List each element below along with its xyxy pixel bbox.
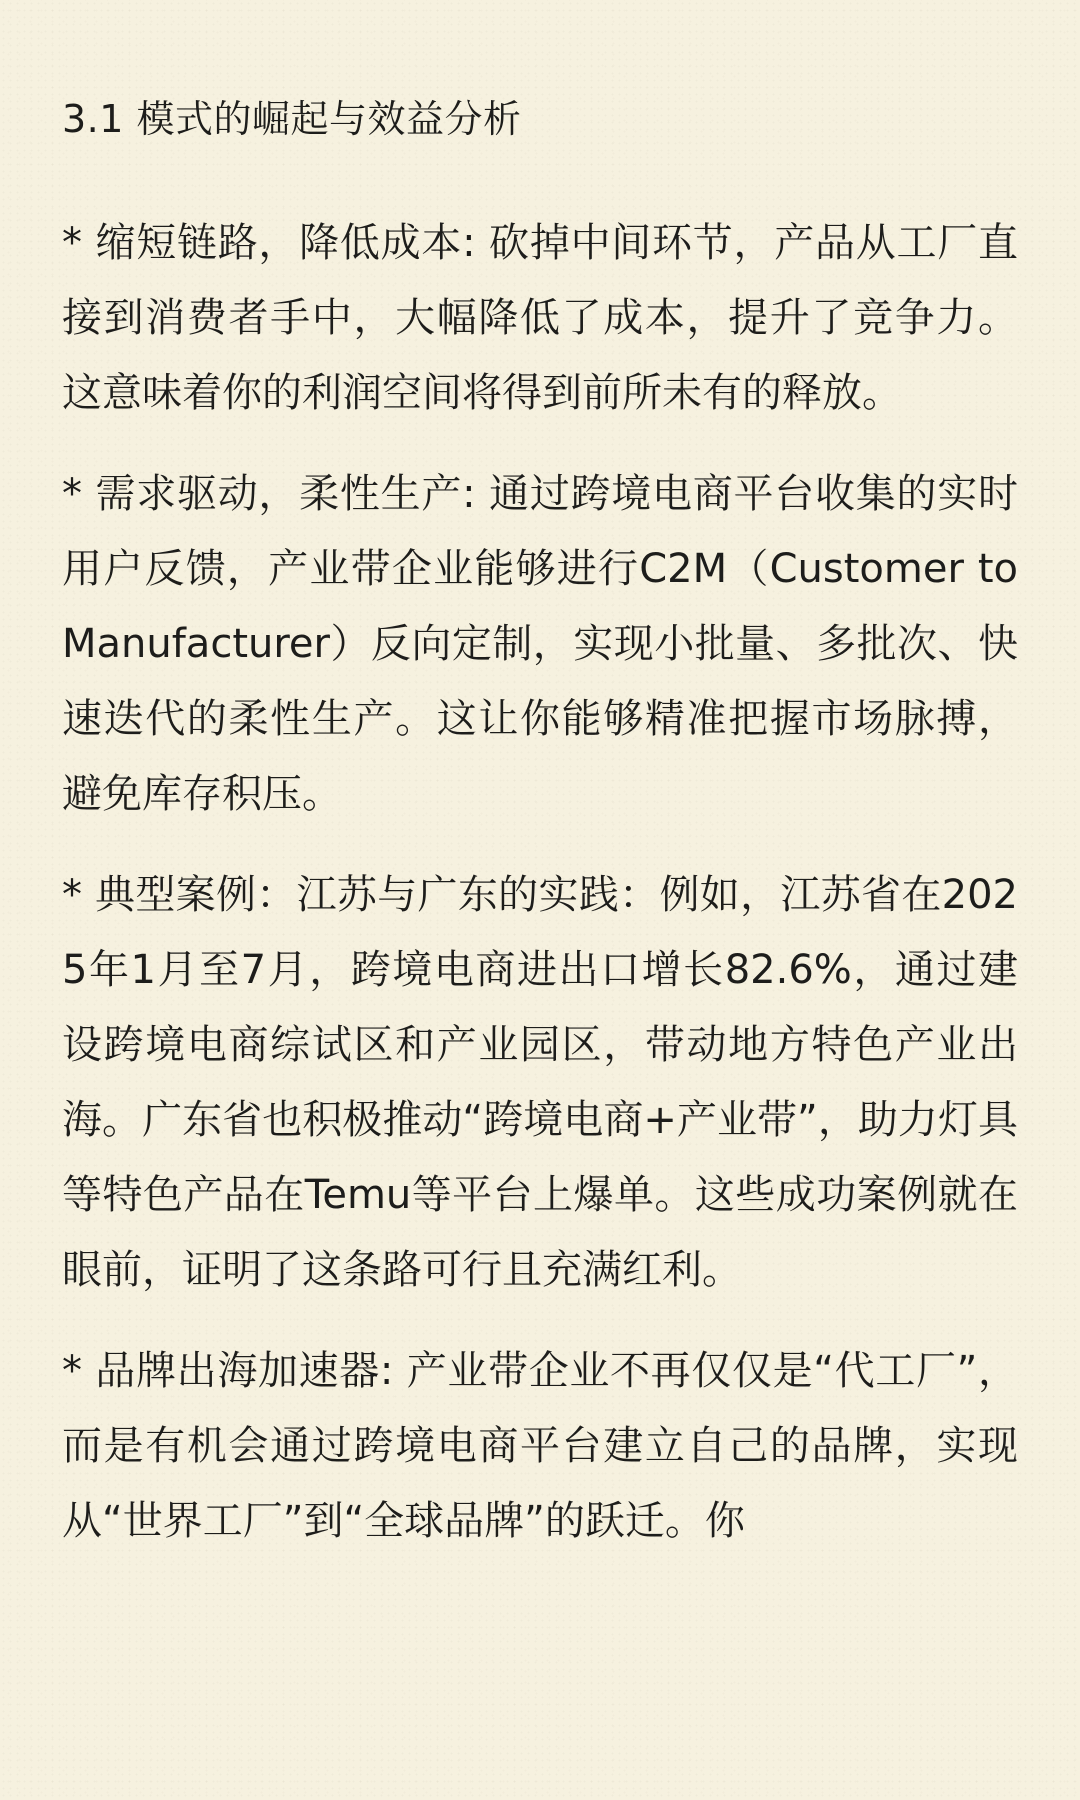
paragraph-demand-driven: * 需求驱动，柔性生产: 通过跨境电商平台收集的实时用户反馈，产业带企业能够进行C2M（Customer to Manufacturer）反向定制，实现小批量、多批次、快速迭代的柔性生产。这让你能够精准把握市场脉搏，避免库存积压。 xyxy=(62,471,1018,817)
paragraph-case-study: * 典型案例：江苏与广东的实践：例如，江苏省在2025年1月至7月，跨境电商进出口增长82.6%，通过建设跨境电商综试区和产业园区，带动地方特色产业出海。广东省也积极推动“跨境电商+产业带”，助力灯具等特色产品在Temu等平台上爆单。这些成功案例就在眼前，证明了这条路可行且充满红利。 xyxy=(62,872,1018,1293)
section-heading: 3.1 模式的崛起与效益分析 xyxy=(62,97,522,141)
paragraph-shorten-chain: * 缩短链路，降低成本: 砍掉中间环节，产品从工厂直接到消费者手中，大幅降低了成本，提升了竞争力。这意味着你的利润空间将得到前所未有的释放。 xyxy=(62,220,1018,416)
paragraph-brand-accelerator: * 品牌出海加速器: 产业带企业不再仅仅是“代工厂”，而是有机会通过跨境电商平台建立自己的品牌，实现从“世界工厂”到“全球品牌”的跃迁。你 xyxy=(62,1348,1018,1544)
